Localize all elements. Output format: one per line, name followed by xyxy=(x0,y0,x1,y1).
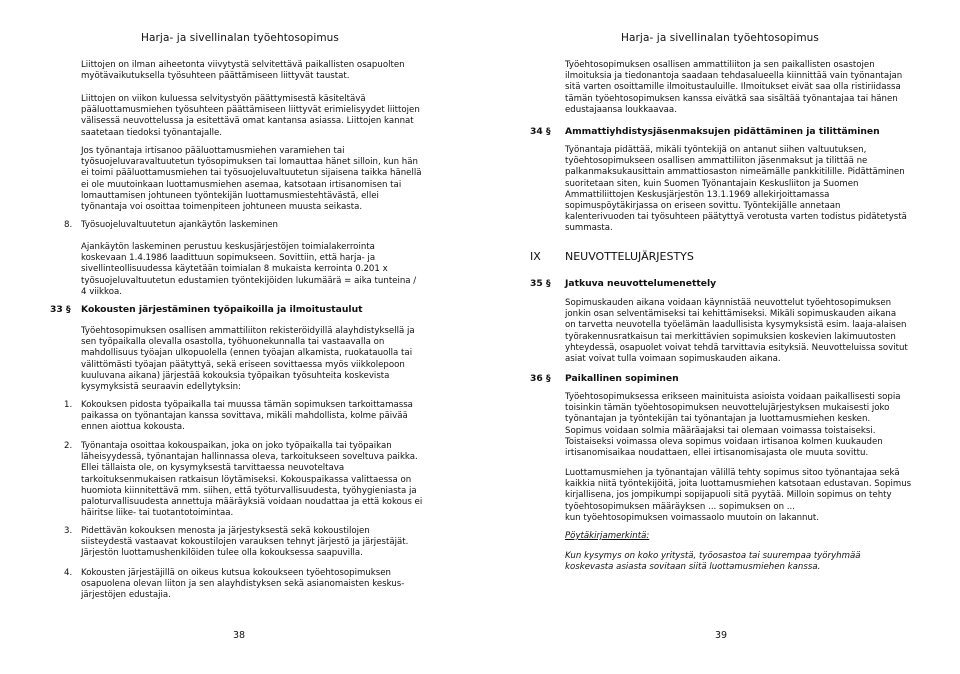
section-34-number: 34 § xyxy=(530,126,551,137)
section-33-number: 33 § xyxy=(50,304,71,315)
note-label: Pöytäkirjamerkintä: xyxy=(565,531,650,541)
item-8-number: 8. xyxy=(64,220,73,230)
chapter-number: IX xyxy=(530,250,541,263)
section-35-title: Jatkuva neuvottelumenettely xyxy=(565,278,717,289)
left-para-3: Jos työnantaja irtisanoo pääluottamusmiehen varamiehen tai työsuojeluvaravaltuutetun työsopimuksen tai lomauttaa hänet silloin, kun hän ei toimi pääluottamusmiehen tai työsuojeluvaltuutetun sijaisena taikka hänellä ei ole muutoinkaan luottamusmiehen asemaa, katsotaan irtisanomisen tai lomauttamisen johtuneen työntekijän luottamusmiestehtävästä, ellei työnantaja voi osoittaa toimenpiteen johtuneen muusta seikasta. xyxy=(81,146,422,213)
section-36-title: Paikallinen sopiminen xyxy=(565,373,679,384)
item-3-number: 3. xyxy=(64,526,73,536)
section-34-title: Ammattiyhdistysjäsenmaksujen pidättäminen ja tilittäminen xyxy=(565,126,880,137)
item-2-text: Työnantaja osoittaa kokouspaikan, joka on joko työpaikalla tai työpaikan läheisyydessä, työnantajan hallinnassa oleva, tarkoitukseen soveltuva paikka. Ellei tällaista ole, on kysymyksestä tarvittaessa neuvoteltava tarkoituksenmukaisen ratkaisun löytämiseksi. Kokouspaikassa valittaessa on huomiota kiinnitettävä mm. siihen, että työturvallisuudesta, työhygieniasta ja paloturvallisuudesta annettuja määräyksiä voidaan noudattaa ja että kokous ei häiritse liike- tai tuotantotoimintaa. xyxy=(81,441,423,519)
left-page-header: Harja- ja sivellinalan työehtosopimus xyxy=(140,32,339,44)
section-34-text: Työnantaja pidättää, mikäli työntekijä on antanut siihen valtuutuksen, työehtosopimukseen osallisen ammattiliiton jäsenmaksut ja tilittää ne palkanmaksukausittain ammattiosaston nimeämälle pankkitilille. Pidättäminen suoritetaan siten, kuin Suomen Työnantajain Keskusliiton ja Suomen Ammattiliittojen Keskusjärjestön 13.1.1969 allekirjoittamassa sopimuspöytäkirjassa on eriseen sovittu. Työntekijälle annetaan kalenterivuoden tai työsuhteen päätyttyä verotusta varten todistus pidätetystä summasta. xyxy=(565,145,907,234)
right-para-1: Työehtosopimuksen osallisen ammattiliiton ja sen paikallisten osastojen ilmoituksia ja tiedonantoja saadaan tehdasalueella kiinnittää vain työnantajan sitä varten osoittamille ilmoitustauluille. Ilmoitukset eivät saa olla ristiriidassa tämän työehtosopimuksen kanssa eivätkä saa sisältää työnantajaa tai hänen edustajaansa loukkaavaa. xyxy=(565,60,903,115)
item-2-number: 2. xyxy=(64,441,73,451)
item-1-text: Kokouksen pidosta työpaikalla tai muussa tämän sopimuksen tarkoittamassa paikassa on työnantajan kanssa sovittava, mikäli mahdollista, kolme päivää ennen aiottua kokousta. xyxy=(81,400,413,433)
left-para-1: Liittojen on ilman aiheetonta viivytystä selvitettävä paikallisten osapuolten myötävaikutuksella työsuhteen päättämiseen liittyvät taustat. xyxy=(81,60,405,82)
page-number-left: 38 xyxy=(233,630,246,641)
note-text: Kun kysymys on koko yritystä, työosastoa tai suurempaa työryhmää koskevasta asiasta sovitaan siitä luottamusmiehen kanssa. xyxy=(565,551,861,573)
left-para-2: Liittojen on viikon kuluessa selvitystyön päättymisestä käsiteltävä pääluottamusmiehen työsuhteen päättämiseen liittyvät erimielisyydet liittojen välisessä neuvottelussa ja esitettävä omat kantansa asiassa. Liittojen kannat saatetaan tiedoksi työnantajalle. xyxy=(81,94,420,138)
item-4-number: 4. xyxy=(64,568,73,578)
item-8-text: Ajankäytön laskeminen perustuu keskusjärjestöjen toimialakerrointa koskevaan 1.4.1986 laadittuun sopimukseen. Sovittiin, että harja- ja sivellinteollisuudessa käytetään toimialan 8 mukaista kerrointa 0.201 x työsuojeluvaltuutetun edustamien työntekijöiden lukumäärä = aika tunteina / 4 viikkoa. xyxy=(81,242,417,297)
page-number-right: 39 xyxy=(715,630,728,641)
right-page-header: Harja- ja sivellinalan työehtosopimus xyxy=(620,32,819,44)
section-36-para-2: Luottamusmiehen ja työnantajan välillä tehty sopimus sitoo työnantajaa sekä kaikkia niitä työntekijöitä, joita luottamusmiehen katsotaan edustavan. Sopimus kirjallisena, jos jompikumpi sopijapuoli sitä pyytää. Milloin sopimus on tehty työehtosopimuksen määräyksen ... sopimuksen on ... kun työehtosopimuksen voimassaolo muutoin on lakannut. xyxy=(565,468,912,523)
section-33-title: Kokousten järjestäminen työpaikoilla ja ilmoitustaulut xyxy=(81,304,363,315)
section-33-intro: Työehtosopimuksen osallisen ammattiliiton rekisteröidyillä alayhdistyksellä ja sen työpaikalla olevalla osastolla, työhuonekunnalla tai vastaavalla on mahdollisuus työajan ulkopuolella (ennen työajan alkamista, ruokatauolla tai välittömästi työajan päätyttyä, sekä eriseen sovittaessa myös viikkolepoon kuuluvana aikana) järjestää kokouksia työpaikan työsuhteita koskevista kysymyksistä seuraavin edellytyksin: xyxy=(81,326,415,393)
item-3-text: Pidettävän kokouksen menosta ja järjestyksestä sekä kokoustilojen siisteydestä vastaavat kokoustilojen varauksen tehnyt järjestö ja järjestäjät. Järjestön luottamushenkilöiden tulee olla kokouksessa saapuvilla. xyxy=(81,526,409,559)
section-36-number: 36 § xyxy=(530,373,551,384)
right-page xyxy=(480,0,960,674)
chapter-title: NEUVOTTELUJÄRJESTYS xyxy=(565,250,694,263)
section-35-text: Sopimuskauden aikana voidaan käynnistää neuvottelut työehtosopimuksen jonkin osan selventämiseksi tai kehittämiseksi. Mikäli sopimuskauden aikana on tarvetta neuvotella työelämän laadullisista kysymyksistä esim. laaja-alaisen työrakennusratkaisun tai merkittävien sopimuksien koskevien lakimuutosten yhteydessä, osapuolet voivat tehdä tarvittavia esityksiä. Neuvotteluissa sovitut asiat voivat tulla voimaan sopimuskauden aikana. xyxy=(565,298,908,365)
section-35-number: 35 § xyxy=(530,278,551,289)
section-36-para-1: Työehtosopimuksessa erikseen mainituista asioista voidaan paikallisesti sopia toisinkin tämän työehtosopimuksen neuvottelujärjestyksen mukaisesti joko työnantajan ja työntekijän tai työnantajan ja luottamusmiehen kesken. Sopimus voidaan solmia määräajaksi tai olemaan voimassa toistaiseksi. Toistaiseksi voimassa oleva sopimus voidaan irtisanoa kolmen kuukauden irtisanomisaikaa noudattaen, ellei irtisanomisajasta ole muuta sovittu. xyxy=(565,392,901,459)
item-1-number: 1. xyxy=(64,400,73,410)
item-8-title: Työsuojeluvaltuutetun ajankäytön laskeminen xyxy=(81,220,278,230)
item-4-text: Kokousten järjestäjillä on oikeus kutsua kokoukseen työehtosopimuksen osapuolena olevan liiton ja sen alayhdistyksen sekä asianomaisten keskus- järjestöjen edustajia. xyxy=(81,568,405,601)
